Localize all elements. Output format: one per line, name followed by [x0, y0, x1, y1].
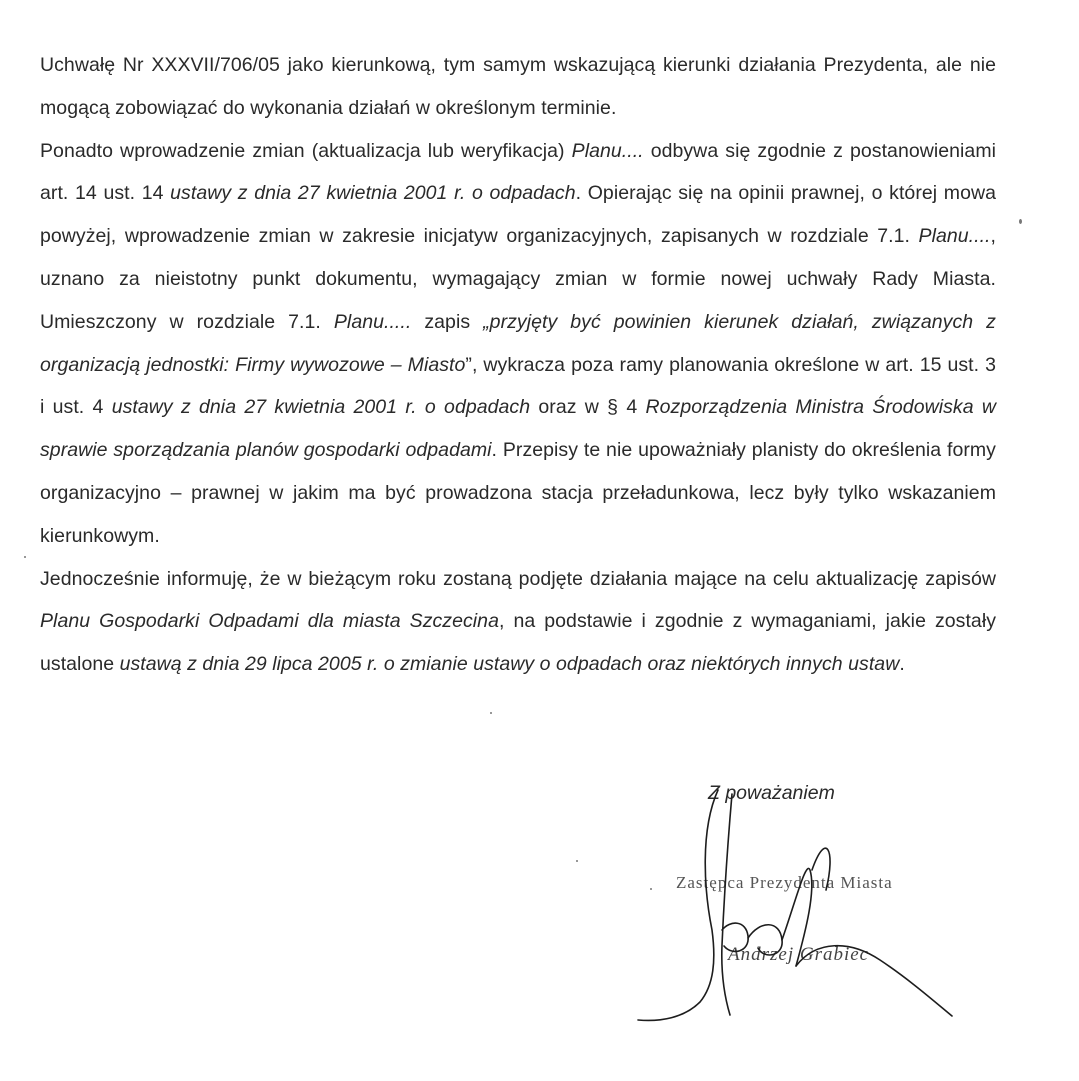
paragraph-2-text-8: . Przepisy te nie upoważniały planisty do określenia formy organizacyjno – prawnej w jakim ma być prowadzona stacja przeładunkowa, lecz były tylko wskazaniem kierunkowym. — [40, 439, 996, 547]
paragraph-2-text-3: . Opierając się na opinii prawnej, o której mowa powyżej, wprowadzenie zmian w zakresie inicjatyw organizacyjnych, zapisanych w rozdziale 7.1. — [40, 182, 996, 248]
closing-phrase: Z poważaniem — [708, 782, 835, 804]
scan-speck — [650, 888, 652, 890]
paragraph-2-text-5: zapis — [411, 310, 484, 333]
plan-reference: Planu.... — [571, 139, 644, 162]
regulation-reference: Rozporządzenia Ministra Środowiska w sprawie sporządzania planów gospodarki odpadami — [40, 396, 996, 462]
scan-speck — [1019, 219, 1022, 224]
paragraph-1 — [40, 44, 996, 130]
quoted-provision: „przyjęty być powinien kierunek działań, związanych z organizacją jednostki: Firmy wywozowe – Miasto — [40, 310, 996, 376]
plan-title-reference: Planu Gospodarki Odpadami dla miasta Szczecina — [40, 610, 499, 633]
paragraph-2-text-1: Ponadto wprowadzenie zmian (aktualizacja lub weryfikacja) — [40, 139, 572, 162]
handwritten-signature — [620, 770, 960, 1040]
scan-speck — [24, 556, 26, 558]
paragraph-3-text-2: , na podstawie i zgodnie z wymaganiami, jakie zostały ustalone — [40, 610, 997, 676]
paragraph-3-text-3: . — [899, 653, 905, 676]
paragraph-3-text-1: Jednocześnie informuję, że w bieżącym roku zostaną podjęte działania mające na celu aktualizację zapisów — [40, 567, 996, 590]
paragraph-3 — [40, 558, 996, 686]
statute-reference: ustawą z dnia 29 lipca 2005 r. o zmianie ustawy o odpadach oraz niektórych innych ustaw — [119, 653, 900, 676]
statute-reference: ustawy z dnia 27 kwietnia 2001 r. o odpadach — [170, 182, 576, 205]
scan-speck — [490, 712, 492, 714]
scan-speck — [576, 860, 578, 862]
paragraph-2 — [40, 130, 996, 558]
signatory-title: Zastępca Prezydenta Miasta — [676, 873, 893, 892]
paragraph-2-text-2: odbywa się zgodnie z postanowieniami art. 14 ust. 14 — [40, 139, 996, 205]
letter-body — [40, 44, 996, 686]
paragraph-1-text: Uchwałę Nr XXXVII/706/05 jako kierunkową, tym samym wskazującą kierunki działania Prezydenta, ale nie mogącą zobowiązać do wykonania działań w określonym terminie. — [40, 54, 996, 119]
plan-reference: Planu.... — [918, 225, 991, 248]
paragraph-2-text-7: oraz w § 4 — [530, 396, 646, 419]
signatory-name: Andrzej Grabiec — [728, 944, 870, 965]
plan-reference: Planu..... — [333, 310, 412, 333]
paragraph-2-text-4: , uznano za nieistotny punkt dokumentu, wymagający zmian w formie nowej uchwały Rady Miasta. Umieszczony w rozdziale 7.1. — [40, 225, 996, 333]
paragraph-2-text-6: ”, wykracza poza ramy planowania określone w art. 15 ust. 3 i ust. 4 — [40, 353, 996, 419]
statute-reference: ustawy z dnia 27 kwietnia 2001 r. o odpadach — [111, 396, 531, 419]
